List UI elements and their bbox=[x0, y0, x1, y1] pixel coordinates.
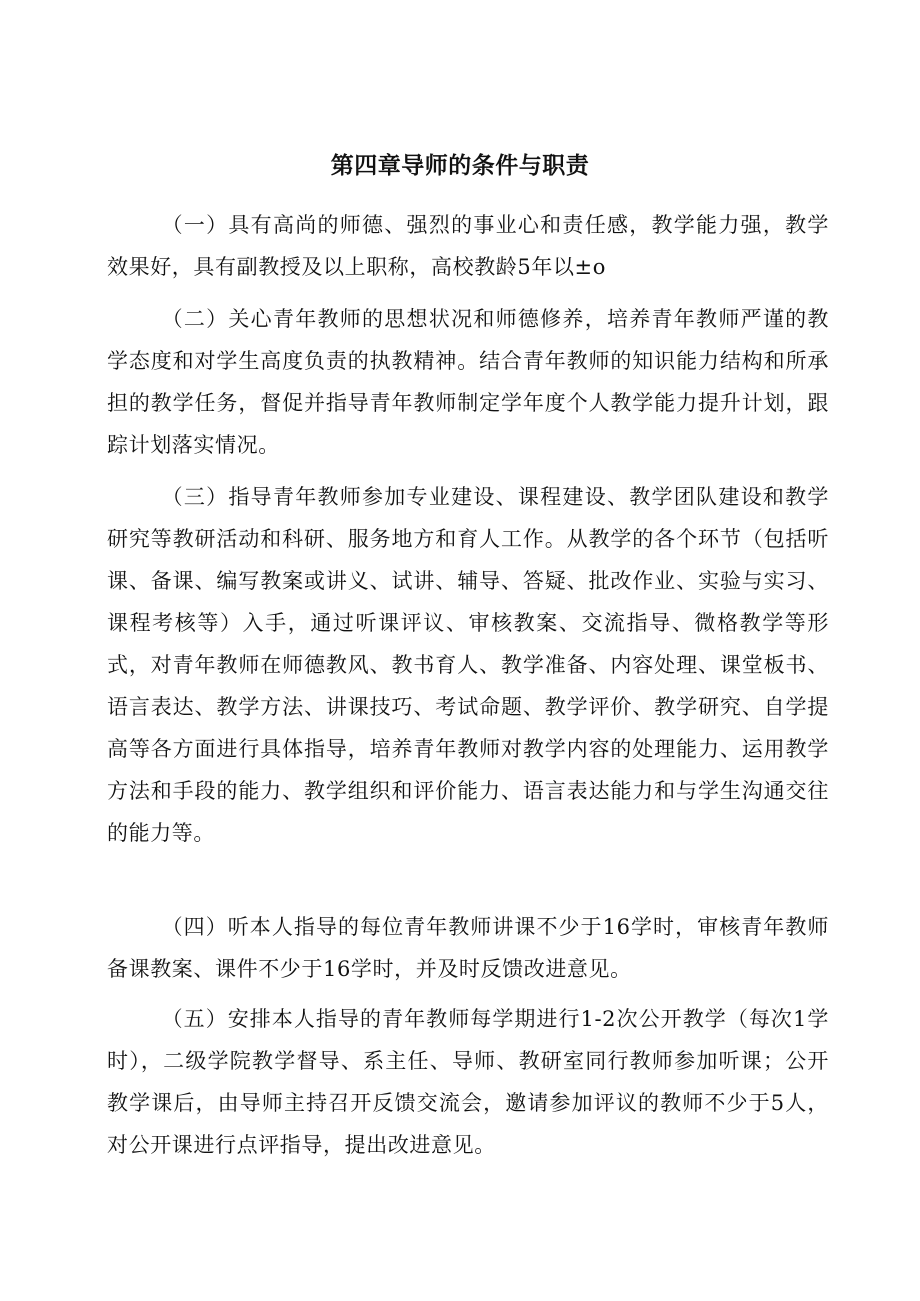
paragraph-2: （二）关心青年教师的思想状况和师德修养，培养青年教师严谨的教学态度和对学生高度负责的执教精神。结合青年教师的知识能力结构和所承担的教学任务，督促并指导青年教师制定学年度个人教学能力提升计划，跟踪计划落实情况。 bbox=[107, 307, 829, 457]
paragraph-3: （三）指导青年教师参加专业建设、课程建设、教学团队建设和教学研究等教研活动和科研、服务地方和育人工作。从教学的各个环节（包括听课、备课、编写教案或讲义、试讲、辅导、答疑、批改作业、实验与实习、课程考核等）入手，通过听课评议、审核教案、交流指导、微格教学等形式，对青年教师在师德教风、教书育人、教学准备、内容处理、课堂板书、语言表达、教学方法、讲课技巧、考试命题、教学评价、教学研究、自学提高等各方面进行具体指导，培养青年教师对教学内容的处理能力、运用教学方法和手段的能力、教学组织和评价能力、语言表达能力和与学生沟通交往的能力等。 bbox=[107, 485, 829, 845]
paragraph-4: （四）听本人指导的每位青年教师讲课不少于16学时，审核青年教师备课教案、课件不少于16学时，并及时反馈改进意见。 bbox=[107, 915, 829, 981]
paragraph-5: （五）安排本人指导的青年教师每学期进行1-2次公开教学（每次1学时），二级学院教学督导、系主任、导师、教研室同行教师参加听课；公开教学课后，由导师主持召开反馈交流会，邀请参加评议的教师不少于5人，对公开课进行点评指导，提出改进意见。 bbox=[107, 1007, 829, 1157]
paragraph-1: （一）具有高尚的师德、强烈的事业心和责任感，教学能力强，教学效果好，具有副教授及以上职称，高校教龄5年以±o bbox=[107, 213, 829, 279]
chapter-title: 第四章导师的条件与职责 bbox=[330, 153, 590, 179]
